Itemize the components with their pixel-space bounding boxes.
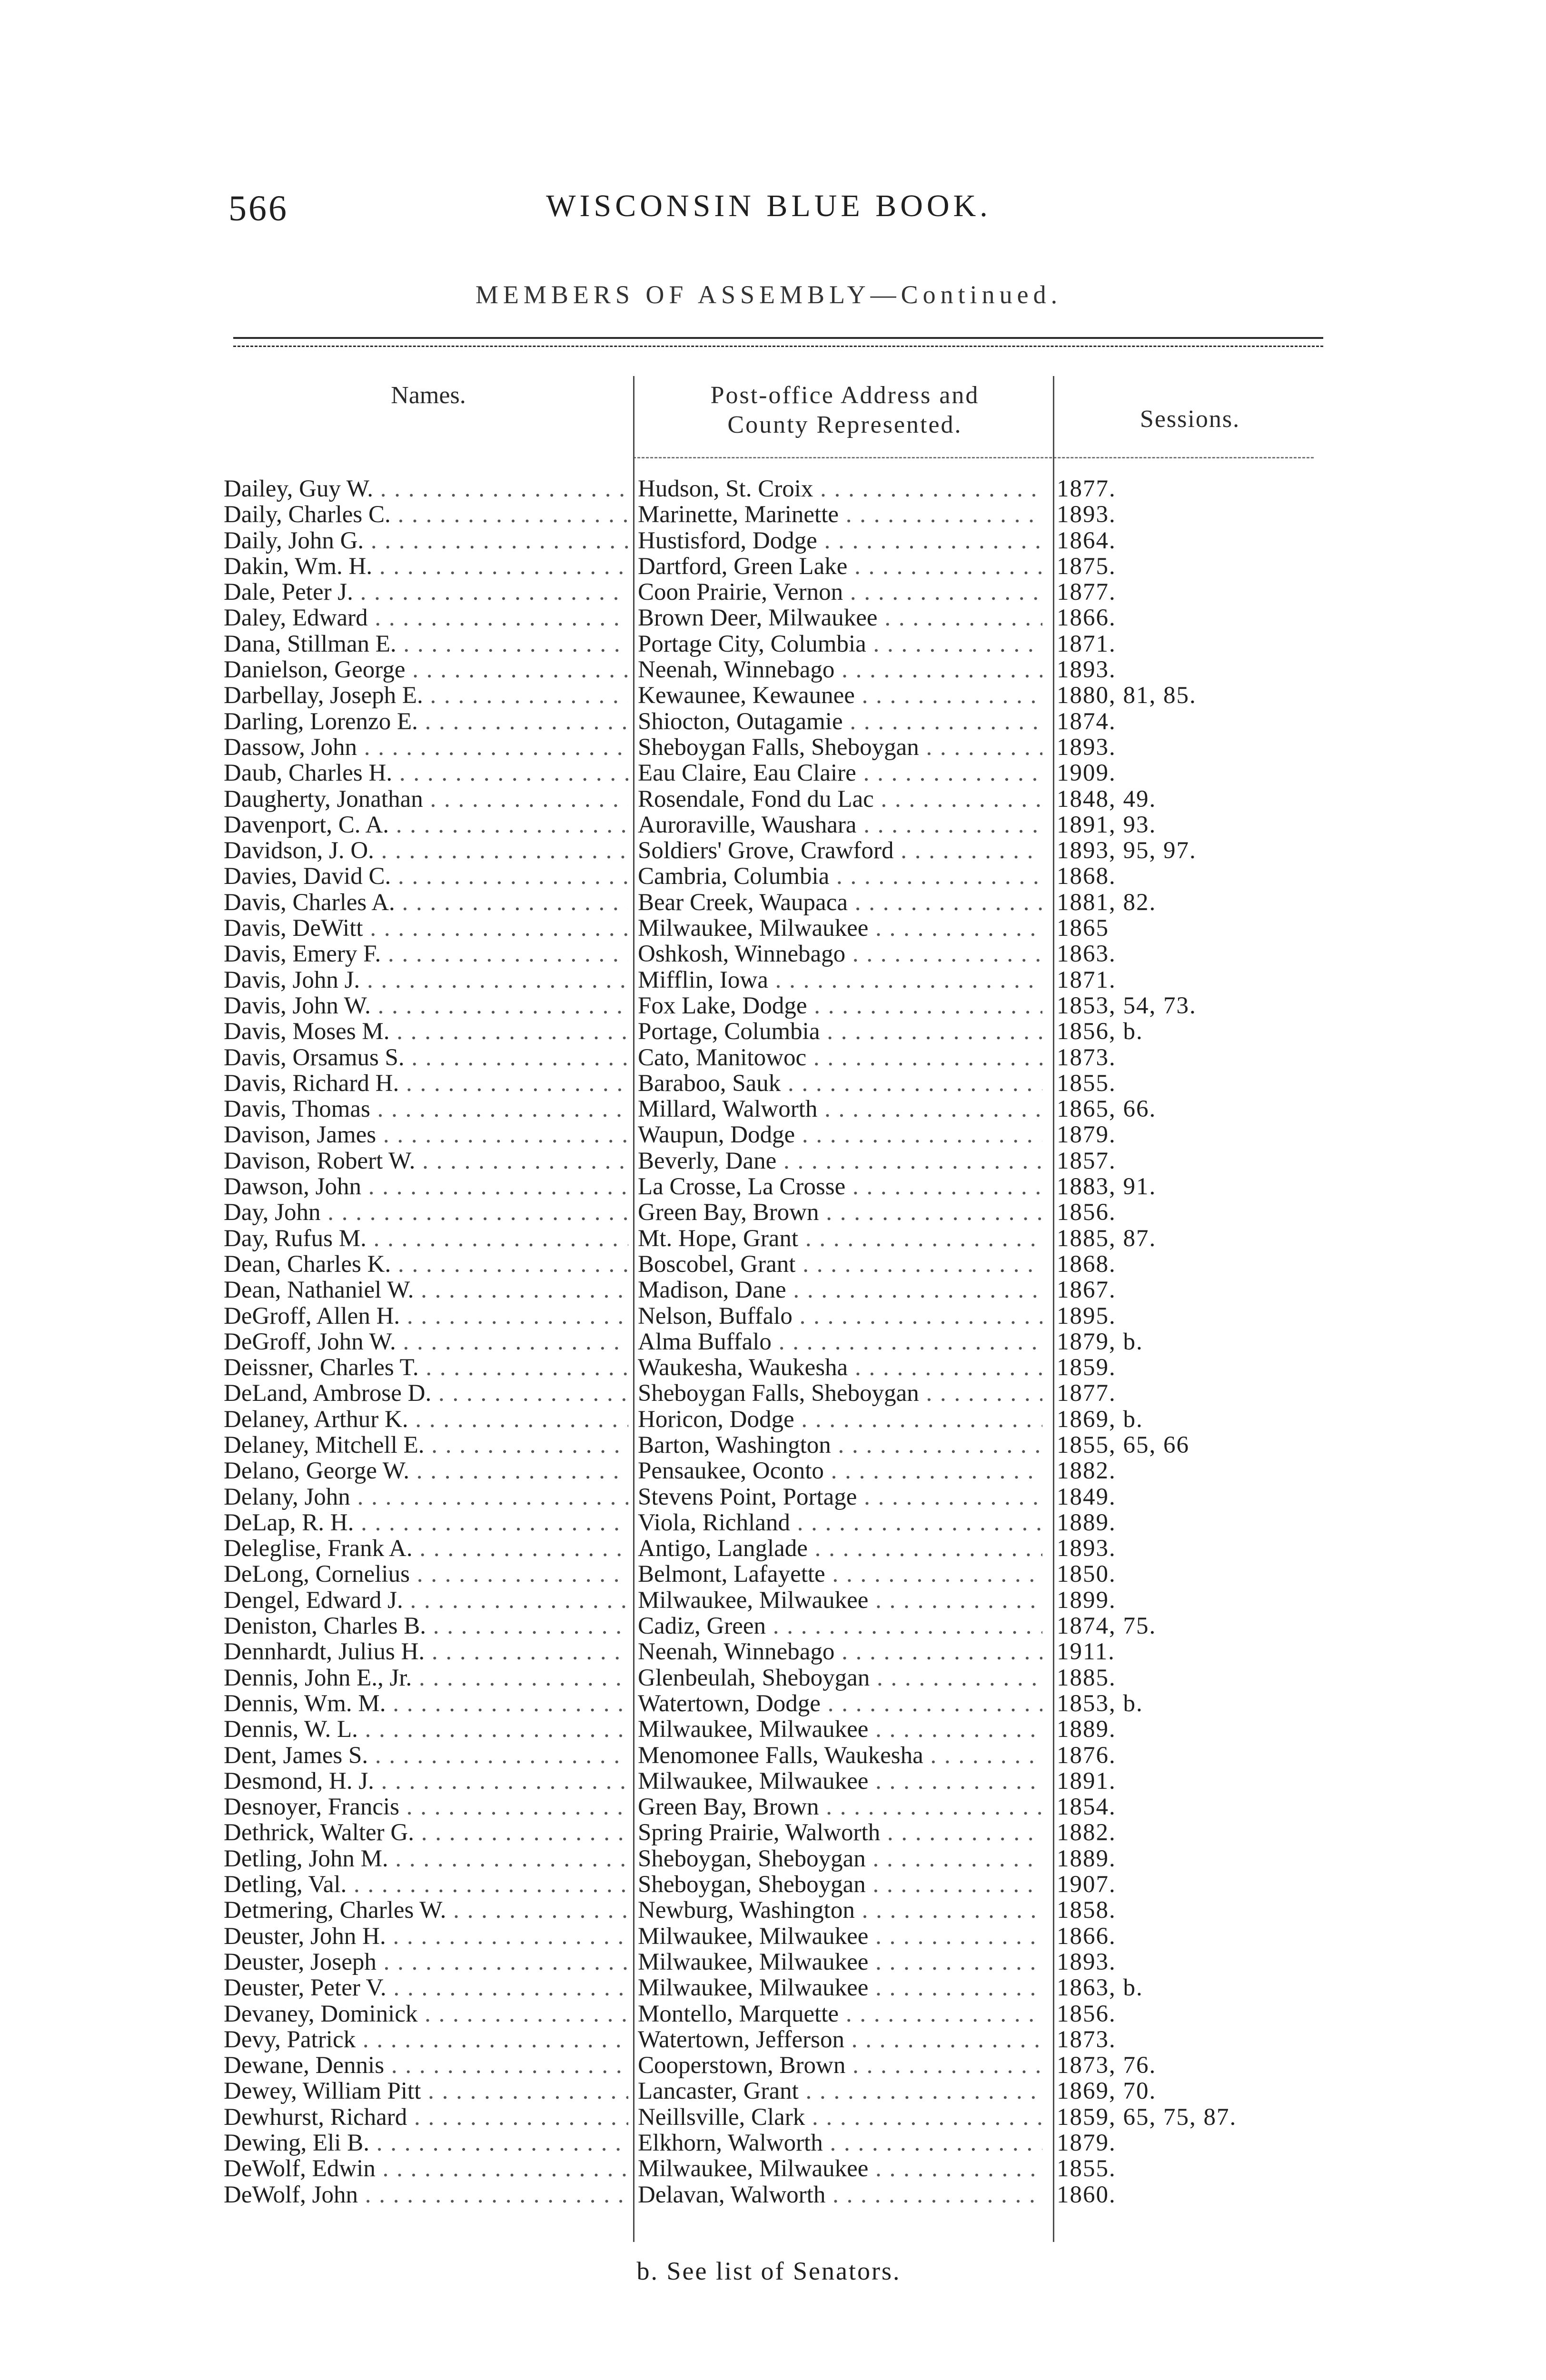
member-address: Milwaukee, Milwaukee . . . [638,1716,1042,1742]
member-name: Detmering, Charles W. . . . [224,1897,628,1923]
member-sessions: 1893. [1057,1536,1116,1562]
table-row [205,2027,1338,2053]
member-sessions: 1871. [1057,967,1116,993]
member-address: Hustisford, Dodge . . . [638,528,1042,554]
member-address: Milwaukee, Milwaukee . . . [638,1949,1042,1975]
table-row [205,890,1338,915]
members-table [205,476,1338,2208]
member-name: Delaney, Arthur K. . . . [224,1407,628,1432]
table-row [205,1407,1338,1432]
table-row [205,1665,1338,1691]
table-row [205,1148,1338,1174]
member-name: Dewhurst, Richard . . . [224,2104,628,2130]
member-address: Cooperstown, Brown . . . [638,2053,1042,2078]
member-sessions: 1850. [1057,1561,1116,1587]
member-address: Coon Prairie, Vernon . . . [638,579,1042,605]
table-row [205,1251,1338,1277]
page-number: 566 [228,188,288,228]
table-row [205,1226,1338,1251]
member-name: Dennis, W. L. . . . [224,1716,628,1742]
member-address: Fox Lake, Dodge . . . [638,993,1042,1019]
member-sessions: 1882. [1057,1820,1116,1846]
member-address: Brown Deer, Milwaukee . . . [638,605,1042,631]
footnote: b. See list of Senators. [636,2257,901,2285]
member-sessions: 1857. [1057,1148,1116,1174]
member-address: Neillsville, Clark . . . [638,2104,1042,2130]
member-name: Devy, Patrick . . . [224,2027,628,2053]
member-sessions: 1854. [1057,1794,1116,1820]
member-name: Daub, Charles H. . . . [224,760,628,786]
member-name: Darling, Lorenzo E. . . . [224,709,628,734]
table-row [205,2001,1338,2027]
table-row [205,786,1338,812]
member-address: Hudson, St. Croix . . . [638,476,1042,502]
member-address: Soldiers' Grove, Crawford . . . [638,838,1042,863]
table-row [205,1071,1338,1096]
member-address: Antigo, Langlade . . . [638,1536,1042,1561]
table-row [205,967,1338,993]
member-sessions: 1853, 54, 73. [1057,992,1197,1019]
member-sessions: 1856. [1057,2001,1116,2027]
table-row [205,476,1338,502]
header-underline [633,457,1314,458]
member-address: Millard, Walworth . . . [638,1096,1042,1122]
table-row [205,1691,1338,1716]
table-row [205,941,1338,967]
member-sessions: 1899. [1057,1587,1116,1613]
member-sessions: 1856. [1057,1200,1116,1226]
member-sessions: 1869, 70. [1057,2078,1157,2104]
member-sessions: 1868. [1057,863,1116,890]
member-address: Milwaukee, Milwaukee . . . [638,2156,1042,2182]
member-sessions: 1873. [1057,2026,1116,2053]
table-row [205,1484,1338,1510]
member-address: Milwaukee, Milwaukee . . . [638,1587,1042,1613]
member-name: Dailey, Guy W. . . . [224,476,628,502]
member-name: Davies, David C. . . . [224,863,628,889]
member-name: Delano, George W. . . . [224,1458,628,1484]
table-row [205,1536,1338,1561]
table-row [205,1355,1338,1380]
table-row [205,605,1338,631]
table-row [205,1716,1338,1742]
member-name: Dana, Stillman E. . . . [224,631,628,657]
table-title: MEMBERS OF ASSEMBLY—Continued. [475,280,1062,309]
table-row [205,1949,1338,1975]
member-address: Green Bay, Brown . . . [638,1794,1042,1820]
member-name: DeGroff, John W. . . . [224,1329,628,1355]
table-row [205,1872,1338,1897]
member-address: Glenbeulah, Sheboygan . . . [638,1665,1042,1691]
member-address: Neenah, Winnebago . . . [638,1639,1042,1665]
member-name: Davidson, J. O. . . . [224,838,628,863]
member-name: Davis, Thomas . . . [224,1096,628,1122]
member-name: Davis, John W. . . . [224,993,628,1019]
table-row [205,1380,1338,1406]
member-sessions: 1849. [1057,1484,1116,1510]
member-sessions: 1882. [1057,1458,1116,1484]
member-address: Elkhorn, Walworth . . . [638,2130,1042,2156]
member-name: Darbellay, Joseph E. . . . [224,683,628,708]
member-name: Davison, James . . . [224,1122,628,1148]
table-row [205,1820,1338,1845]
member-sessions: 1893, 95, 97. [1057,838,1197,864]
member-address: Watertown, Jefferson . . . [638,2027,1042,2053]
member-name: Dewey, William Pitt . . . [224,2078,628,2104]
member-address: Milwaukee, Milwaukee . . . [638,1768,1042,1794]
member-sessions: 1873. [1057,1044,1116,1071]
member-sessions: 1869, b. [1057,1406,1143,1432]
member-name: Dale, Peter J. . . . [224,579,628,605]
table-row [205,1200,1338,1225]
member-name: Dean, Nathaniel W. . . . [224,1277,628,1303]
table-row [205,502,1338,527]
table-row [205,993,1338,1019]
member-name: DeLap, R. H. . . . [224,1510,628,1536]
sessions-column-header: Sessions. [1140,406,1240,433]
member-name: Dent, James S. . . . [224,1743,628,1768]
table-row [205,1924,1338,1949]
member-name: DeWolf, Edwin . . . [224,2156,628,2182]
member-sessions: 1877. [1057,579,1116,605]
member-name: Dewing, Eli B. . . . [224,2130,628,2156]
member-address: Lancaster, Grant . . . [638,2078,1042,2104]
member-address: Mifflin, Iowa . . . [638,967,1042,993]
member-name: Delaney, Mitchell E. . . . [224,1432,628,1458]
table-row [205,2078,1338,2104]
member-name: Davis, Richard H. . . . [224,1071,628,1096]
table-row [205,838,1338,863]
book-title: WISCONSIN BLUE BOOK. [546,188,991,223]
member-name: Daugherty, Jonathan . . . [224,786,628,812]
table-row [205,1303,1338,1329]
member-address: Oshkosh, Winnebago . . . [638,941,1042,967]
member-address: Kewaunee, Kewaunee . . . [638,683,1042,708]
member-sessions: 1863, b. [1057,1975,1143,2001]
member-sessions: 1865 [1057,915,1109,942]
member-address: Marinette, Marinette . . . [638,502,1042,527]
table-row [205,1122,1338,1148]
member-address: Boscobel, Grant . . . [638,1251,1042,1277]
member-name: Deissner, Charles T. . . . [224,1355,628,1380]
table-row [205,734,1338,760]
member-sessions: 1864. [1057,527,1116,554]
member-sessions: 1889. [1057,1716,1116,1743]
member-address: Rosendale, Fond du Lac . . . [638,786,1042,812]
member-sessions: 1874. [1057,708,1116,734]
member-sessions: 1873, 76. [1057,2053,1157,2079]
names-column-header: Names. [391,382,466,409]
member-name: Dengel, Edward J. . . . [224,1587,628,1613]
table-row [205,1846,1338,1872]
member-address: Newburg, Washington . . . [638,1897,1042,1923]
member-name: Dakin, Wm. H. . . . [224,554,628,579]
member-address: Montello, Marquette . . . [638,2001,1042,2027]
member-address: Belmont, Lafayette . . . [638,1561,1042,1587]
member-address: Sheboygan Falls, Sheboygan . . . [638,734,1042,760]
member-name: DeGroff, Allen H. . . . [224,1303,628,1329]
table-row [205,1329,1338,1355]
table-row [205,1096,1338,1122]
member-address: Eau Claire, Eau Claire . . . [638,760,1042,786]
member-address: Portage City, Columbia . . . [638,631,1042,657]
member-address: Milwaukee, Milwaukee . . . [638,1975,1042,2001]
member-sessions: 1885, 87. [1057,1225,1157,1251]
table-row [205,915,1338,941]
member-sessions: 1868. [1057,1251,1116,1277]
table-row [205,709,1338,734]
member-name: DeWolf, John . . . [224,2182,628,2208]
member-address: Cambria, Columbia . . . [638,863,1042,889]
member-name: Day, Rufus M. . . . [224,1226,628,1251]
member-sessions: 1859. [1057,1355,1116,1381]
address-column-header [640,381,1050,440]
member-sessions: 1867. [1057,1277,1116,1303]
table-row [205,1639,1338,1665]
member-sessions: 1880, 81, 85. [1057,683,1197,709]
table-row [205,2156,1338,2182]
member-sessions: 1893. [1057,734,1116,760]
member-sessions: 1855. [1057,1070,1116,1096]
table-row [205,1768,1338,1794]
table-row [205,1045,1338,1071]
member-sessions: 1866. [1057,605,1116,631]
member-sessions: 1911. [1057,1639,1115,1665]
member-name: Davis, John J. . . . [224,967,628,993]
member-address: Shiocton, Outagamie . . . [638,709,1042,734]
member-name: Davenport, C. A. . . . [224,812,628,838]
member-name: Davis, DeWitt . . . [224,915,628,941]
member-sessions: 1853, b. [1057,1690,1143,1716]
page-header [228,188,1309,240]
member-name: Dennis, John E., Jr. . . . [224,1665,628,1691]
member-address: Viola, Richland . . . [638,1510,1042,1536]
member-sessions: 1848, 49. [1057,786,1157,812]
member-name: Davison, Robert W. . . . [224,1148,628,1174]
member-name: Davis, Charles A. . . . [224,890,628,915]
member-address: Horicon, Dodge . . . [638,1407,1042,1432]
member-name: DeLong, Cornelius . . . [224,1561,628,1587]
member-sessions: 1860. [1057,2182,1116,2208]
member-address: Waupun, Dodge . . . [638,1122,1042,1148]
member-address: Waukesha, Waukesha . . . [638,1355,1042,1380]
member-name: Davis, Emery F. . . . [224,941,628,967]
member-address: Sheboygan Falls, Sheboygan . . . [638,1380,1042,1406]
member-address: Watertown, Dodge . . . [638,1691,1042,1716]
member-sessions: 1891. [1057,1768,1116,1794]
member-name: DeLand, Ambrose D. . . . [224,1380,628,1406]
member-sessions: 1876. [1057,1742,1116,1768]
table-row [205,863,1338,889]
member-address: Madison, Dane . . . [638,1277,1042,1303]
member-name: Dennis, Wm. M. . . . [224,1691,628,1716]
member-name: Dassow, John . . . [224,734,628,760]
member-sessions: 1877. [1057,1380,1116,1407]
table-row [205,1432,1338,1458]
member-sessions: 1879, b. [1057,1329,1143,1355]
member-address: Portage, Columbia . . . [638,1019,1042,1044]
member-address: Stevens Point, Portage . . . [638,1484,1042,1510]
member-address: Alma Buffalo . . . [638,1329,1042,1355]
member-name: Dennhardt, Julius H. . . . [224,1639,628,1665]
table-row [205,554,1338,579]
table-row [205,683,1338,708]
member-sessions: 1907. [1057,1872,1116,1898]
member-name: Dawson, John . . . [224,1174,628,1200]
member-address: Menomonee Falls, Waukesha . . . [638,1743,1042,1768]
member-sessions: 1889. [1057,1845,1116,1872]
table-row [205,1613,1338,1639]
member-sessions: 1889. [1057,1509,1116,1536]
member-sessions: 1885. [1057,1665,1116,1691]
member-sessions: 1865, 66. [1057,1096,1157,1122]
member-address: Pensaukee, Oconto . . . [638,1458,1042,1484]
member-name: Devaney, Dominick . . . [224,2001,628,2027]
member-address: Beverly, Dane . . . [638,1148,1042,1174]
member-sessions: 1858. [1057,1897,1116,1924]
table-row [205,657,1338,683]
table-row [205,1458,1338,1484]
top-rule [233,337,1323,339]
table-row [205,1174,1338,1200]
member-sessions: 1866. [1057,1923,1116,1949]
table-row [205,1743,1338,1768]
table-row [205,1897,1338,1923]
member-name: Deleglise, Frank A. . . . [224,1536,628,1561]
table-row [205,1277,1338,1303]
member-sessions: 1893. [1057,502,1116,528]
table-row [205,1510,1338,1536]
member-name: Day, John . . . [224,1200,628,1225]
member-sessions: 1879. [1057,2130,1116,2156]
member-address: Green Bay, Brown . . . [638,1200,1042,1225]
table-row [205,1975,1338,2001]
member-address: Auroraville, Waushara . . . [638,812,1042,838]
member-address: Cato, Manitowoc . . . [638,1045,1042,1071]
member-address: Spring Prairie, Walworth . . . [638,1820,1042,1845]
member-name: Daily, John G. . . . [224,528,628,554]
member-name: Desnoyer, Francis . . . [224,1794,628,1820]
member-sessions: 1883, 91. [1057,1174,1157,1200]
member-address: Delavan, Walworth . . . [638,2182,1042,2208]
member-address: Milwaukee, Milwaukee . . . [638,1924,1042,1949]
address-header-line2: County Represented. [727,411,962,438]
member-sessions: 1855. [1057,2156,1116,2182]
table-row [205,812,1338,838]
member-sessions: 1871. [1057,631,1116,657]
table-row [205,579,1338,605]
member-address: Sheboygan, Sheboygan . . . [638,1872,1042,1897]
member-name: Davis, Moses M. . . . [224,1019,628,1044]
member-sessions: 1859, 65, 75, 87. [1057,2104,1237,2130]
member-name: Delany, John . . . [224,1484,628,1510]
member-address: Milwaukee, Milwaukee . . . [638,915,1042,941]
member-sessions: 1879. [1057,1122,1116,1148]
table-row [205,2104,1338,2130]
member-sessions: 1893. [1057,1949,1116,1975]
member-address: La Crosse, La Crosse . . . [638,1174,1042,1200]
member-sessions: 1855, 65, 66 [1057,1432,1189,1458]
table-row [205,2130,1338,2156]
member-sessions: 1875. [1057,553,1116,579]
member-address: Barton, Washington . . . [638,1432,1042,1458]
member-name: Detling, John M. . . . [224,1846,628,1872]
member-name: Detling, Val. . . . [224,1872,628,1897]
table-row [205,1587,1338,1613]
member-sessions: 1909. [1057,760,1116,786]
table-row [205,631,1338,657]
member-name: Deniston, Charles B. . . . [224,1613,628,1639]
table-row [205,2182,1338,2208]
table-row [205,1794,1338,1820]
member-sessions: 1891, 93. [1057,812,1157,838]
member-name: Deuster, Joseph . . . [224,1949,628,1975]
member-address: Mt. Hope, Grant . . . [638,1226,1042,1251]
member-sessions: 1863. [1057,941,1116,967]
table-row [205,1561,1338,1587]
member-name: Deuster, Peter V. . . . [224,1975,628,2001]
member-address: Neenah, Winnebago . . . [638,657,1042,683]
member-name: Dean, Charles K. . . . [224,1251,628,1277]
member-address: Baraboo, Sauk . . . [638,1071,1042,1096]
member-sessions: 1877. [1057,476,1116,502]
member-name: Dethrick, Walter G. . . . [224,1820,628,1845]
member-address: Sheboygan, Sheboygan . . . [638,1846,1042,1872]
member-sessions: 1881, 82. [1057,889,1157,915]
member-sessions: 1856, b. [1057,1019,1143,1045]
member-name: Desmond, H. J. . . . [224,1768,628,1794]
member-address: Dartford, Green Lake . . . [638,554,1042,579]
member-sessions: 1893. [1057,657,1116,683]
member-address: Bear Creek, Waupaca . . . [638,890,1042,915]
member-name: Davis, Orsamus S. . . . [224,1045,628,1071]
table-row [205,1019,1338,1044]
member-sessions: 1874, 75. [1057,1613,1157,1639]
top-rule-dashed [233,346,1323,347]
member-name: Daily, Charles C. . . . [224,502,628,527]
table-row [205,528,1338,554]
table-row [205,2053,1338,2078]
address-header-line1: Post-office Address and [710,382,980,409]
table-row [205,760,1338,786]
member-name: Danielson, George . . . [224,657,628,683]
member-name: Daley, Edward . . . [224,605,628,631]
member-name: Deuster, John H. . . . [224,1924,628,1949]
member-name: Dewane, Dennis . . . [224,2053,628,2078]
member-address: Cadiz, Green . . . [638,1613,1042,1639]
member-sessions: 1895. [1057,1303,1116,1329]
member-address: Nelson, Buffalo . . . [638,1303,1042,1329]
